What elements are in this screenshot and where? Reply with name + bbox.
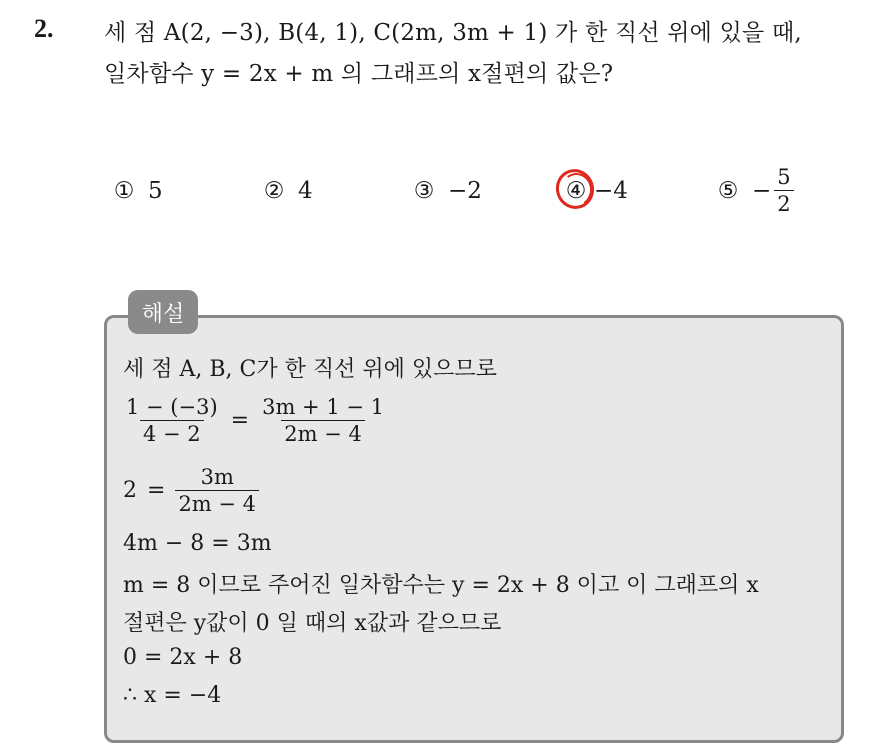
fraction-numerator: 5	[777, 165, 791, 189]
choice-4[interactable]	[564, 178, 628, 204]
solution-line-5: m = 8 이므로 주어진 일차함수는 y = 2x + 8 이고 이 그래프의 x	[123, 573, 759, 598]
choice-mark	[564, 178, 588, 204]
question-text-line-2: 일차함수 y = 2x + m 의 그래프의 x절편의 값은?	[104, 61, 614, 87]
choice-sign: −	[752, 177, 772, 204]
choice-value: 5	[148, 178, 163, 204]
solution-line-7: 0 = 2x + 8	[123, 645, 243, 670]
solution-line-6: 절편은 y값이 0 일 때의 x값과 같으므로	[123, 611, 502, 636]
equals-sign: =	[230, 408, 250, 434]
choice-2[interactable]	[262, 178, 313, 204]
fraction-numerator: 3m	[200, 465, 234, 489]
equals-sign: =	[147, 478, 166, 504]
solution-line-1: 세 점 A, B, C가 한 직선 위에 있으므로	[123, 357, 497, 382]
choice-mark-glyph: ④	[565, 178, 587, 204]
choice-value: 4	[298, 178, 313, 204]
fraction-denominator: 2m − 4	[175, 490, 259, 515]
choice-mark: ③	[413, 178, 435, 204]
choice-mark: ②	[263, 178, 285, 204]
fraction-denominator: 4 − 2	[140, 420, 204, 445]
choice-fraction	[774, 166, 793, 215]
solution-equation-2	[123, 466, 259, 515]
choice-1[interactable]	[112, 178, 163, 204]
fraction-right	[259, 396, 387, 445]
choice-5[interactable]	[716, 166, 794, 215]
fraction-denominator: 2	[774, 190, 793, 215]
choice-mark: ①	[113, 178, 135, 204]
solution-tab: 해설	[128, 290, 198, 334]
fraction-numerator: 1 − (−3)	[126, 395, 218, 419]
choice-mark: ⑤	[717, 177, 739, 204]
equation-left: 2	[123, 478, 137, 504]
solution-line-8: ∴ x = −4	[123, 683, 222, 708]
solution-equation-1	[123, 396, 387, 445]
fraction-left	[123, 396, 221, 445]
fraction-denominator: 2m − 4	[281, 420, 365, 445]
solution-line-4: 4m − 8 = 3m	[123, 531, 272, 556]
choice-value: −4	[594, 178, 628, 204]
choice-3[interactable]	[412, 178, 482, 204]
fraction	[175, 466, 259, 515]
fraction-numerator: 3m + 1 − 1	[262, 395, 384, 419]
question-text-line-1: 세 점 A(2, −3), B(4, 1), C(2m, 3m + 1) 가 한 직선 위에 있을 때,	[104, 20, 802, 46]
question-number: 2.	[34, 14, 54, 43]
choice-value: −2	[448, 178, 482, 204]
